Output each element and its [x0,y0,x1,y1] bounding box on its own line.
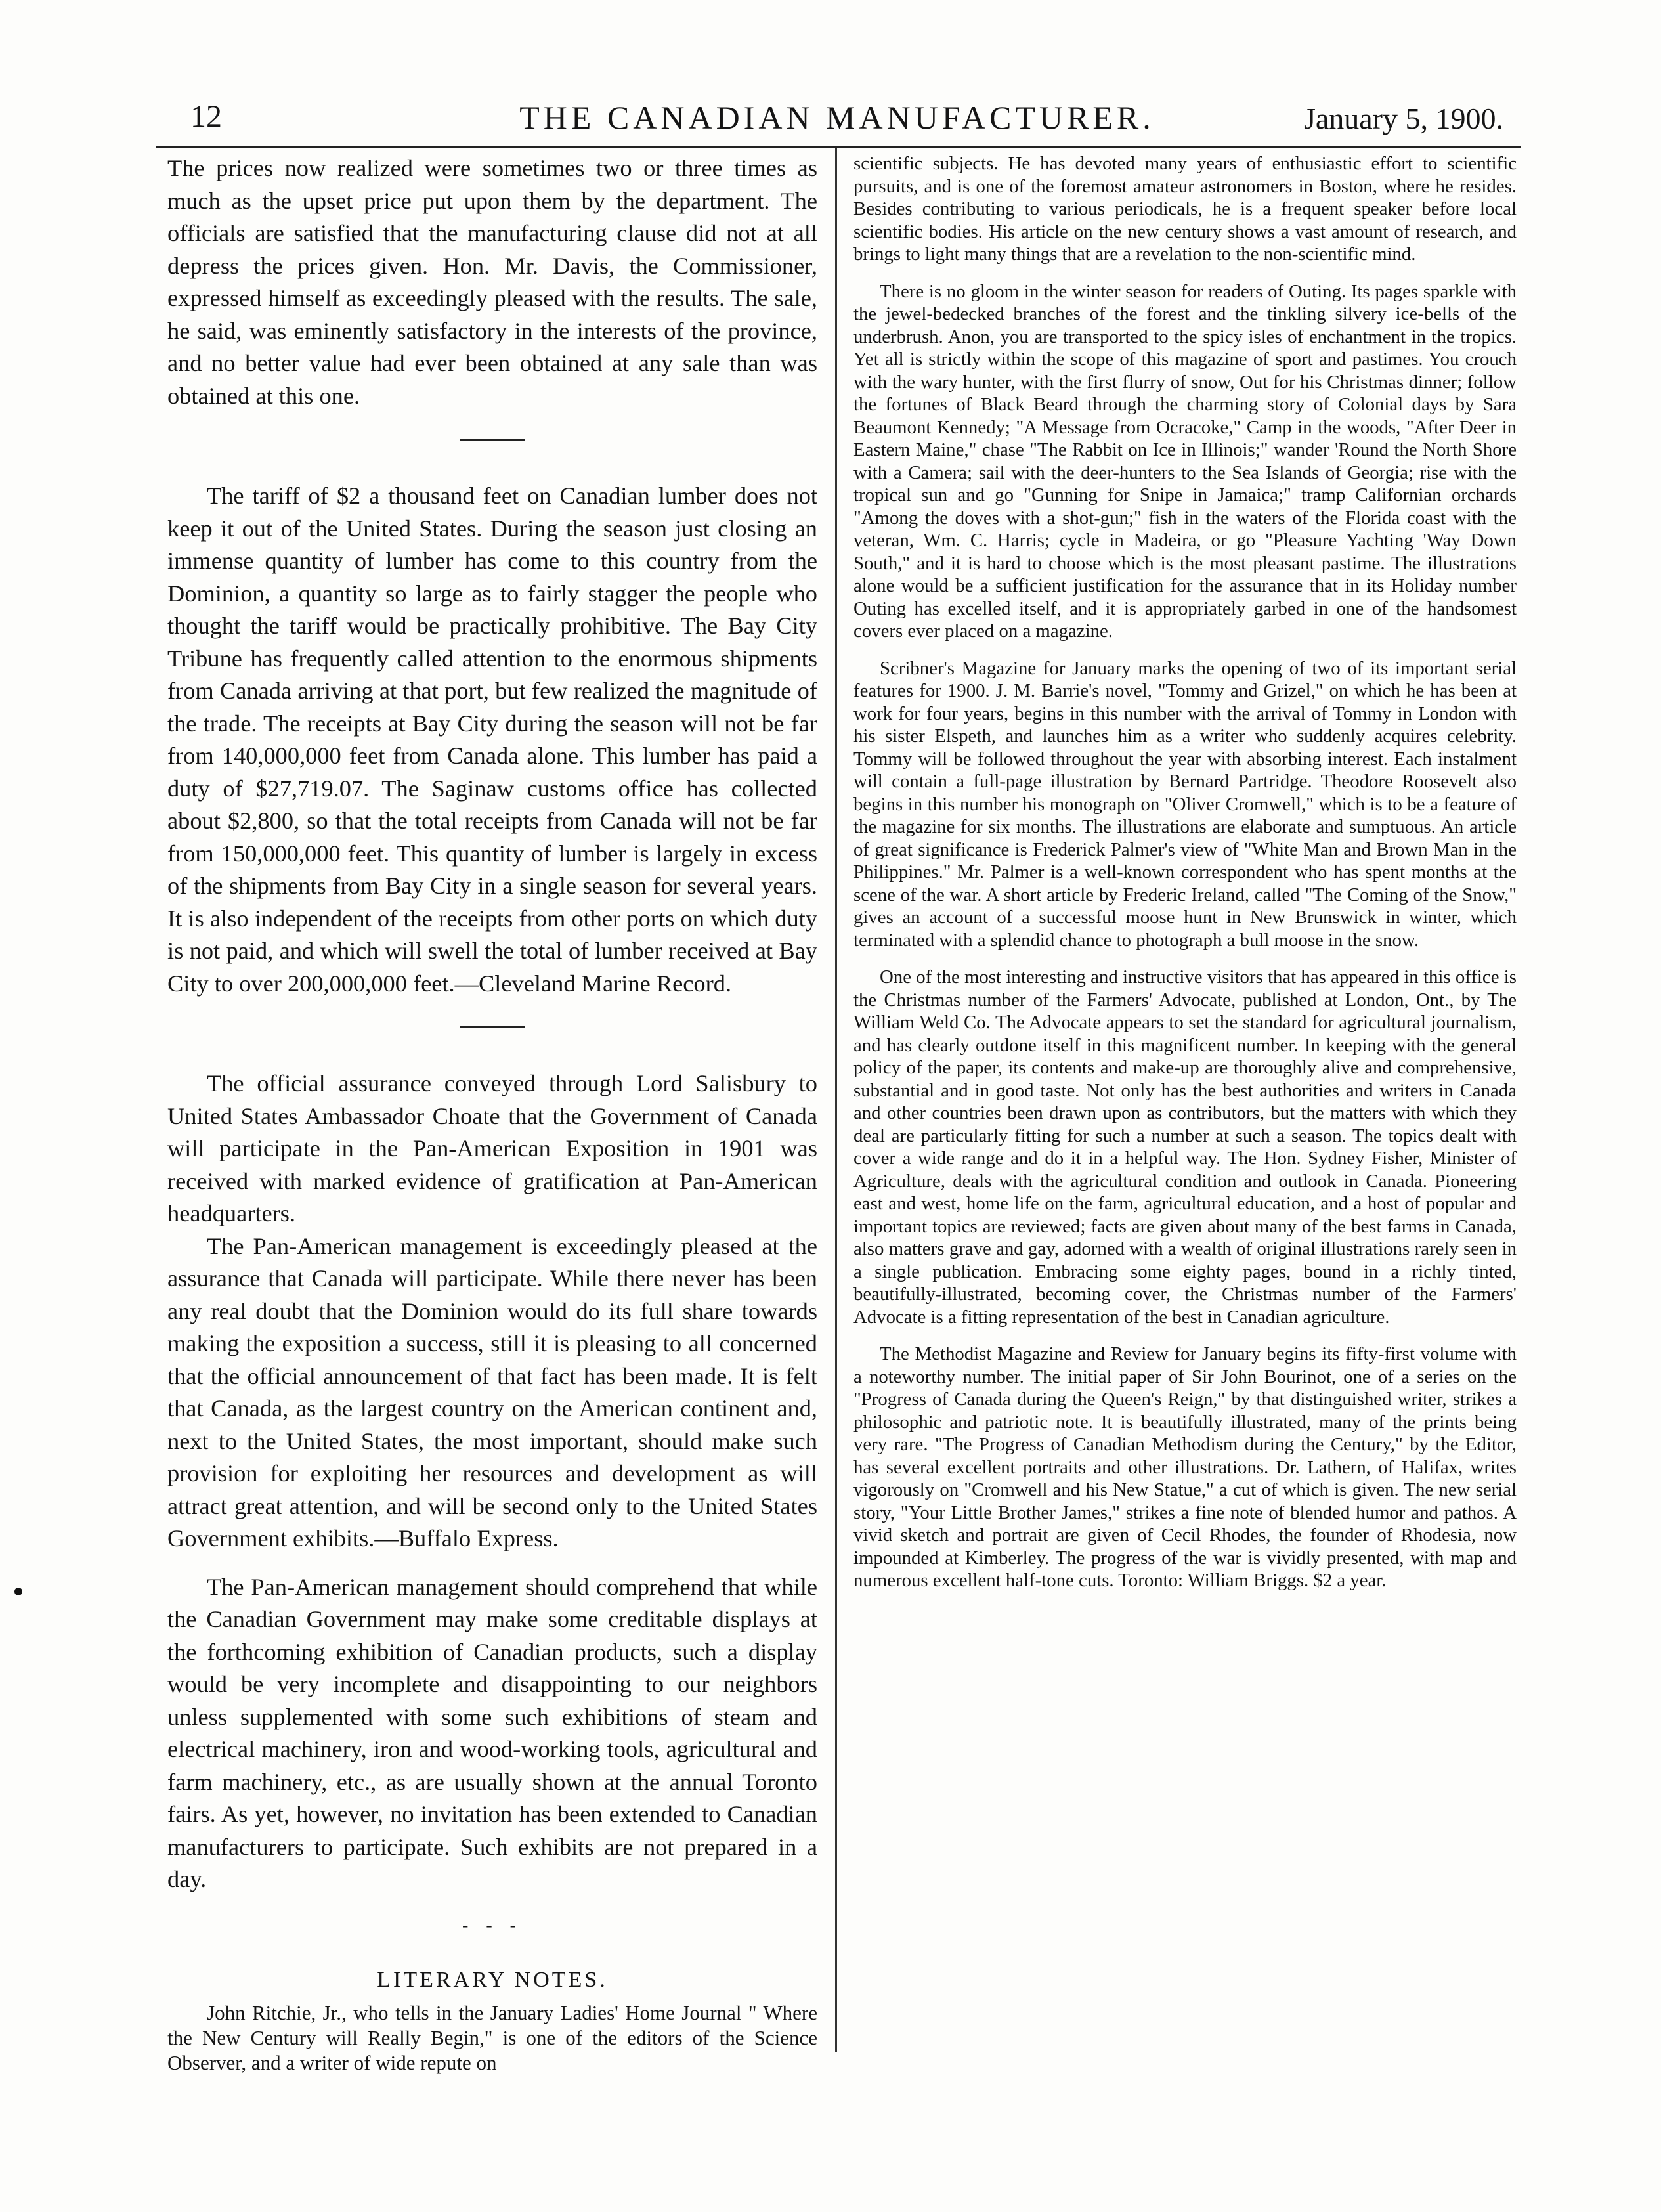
article-paragraph: John Ritchie, Jr., who tells in the January Ladies' Home Journal " Where the New Century will Really Begin," is one of the editors of the Science Observer, and a writer of wide repute on [167,2001,817,2074]
article-paragraph: The official assurance conveyed through Lord Salisbury to United States Ambassador Choate that the Government of Canada will participate in the Pan-American Exposition in 1901 was received with marked evidence of gratification at Pan-American headquarters. [167,1070,817,1226]
article-paragraph: There is no gloom in the winter season for readers of Outing. Its pages sparkle with the jewel-bedecked branches of the forest and the tinkling silvery ice-bells of the underbrush. Anon, you are transported to the spicy isles of enchantment in the tropics. Yet all is strictly within the scope of this magazine of sport and pastimes. You crouch with the wary hunter, with the first flurry of snow, Out for his Christmas dinner; follow the fortunes of Black Beard through the charming story of Colonial days by Sara Beaumont Kennedy; "A Message from Ocracoke," Camp in the woods, "After Deer in Eastern Maine," chase "The Rabbit on Ice in Illinois;" wander 'Round the North Shore with a Camera; sail with the deer-hunters to the Sea Islands of Georgia; rise with the tropical sun and go "Gunning for Snipe in Jamaica;" tramp Californian orchards "Among the doves with a shot-gun;" fish in the waters of the Florida coast with the veteran, Wm. C. Harris; cycle in Madeira, or go "Pleasure Yachting 'Way Down South," and it is hard to choose which is the most pleasant pastime. The illustrations alone would be a sufficient justification for the assurance that in its Holiday number Outing has excelled itself, and it is appropriately garbed in one of the handsomest covers ever placed on a magazine. [853,280,1517,641]
article-paragraph: The Pan-American management should comprehend that while the Canadian Government may make some creditable displays at the forthcoming exhibition of Canadian products, such a display would be very incomplete and disappointing to our neighbors unless supplemented with some such exhibitions of steam and electrical machinery, iron and wood-working tools, agricultural and farm machinery, etc., as are usually shown at the annual Toronto fairs. As yet, however, no invitation has been extended to Canadian manufacturers to participate. Such exhibits are not prepared in a day. [167,1573,817,1892]
column-divider [835,148,837,2052]
page-number: 12 [190,99,222,134]
article-paragraph: The Methodist Magazine and Review for January begins its fifty-first volume with a noteworthy number. The initial paper of Sir John Bourinot, one of a series on the "Progress of Canada during the Queen's Reign," by that distinguished writer, strikes a philosophic and patriotic note. It is beautifully illustrated, many of the prints being very rare. "The Progress of Canadian Methodism during the Century," by the Editor, has several excellent portraits and other illustrations. Dr. Lathern, of Halifax, writes vigorously on "Cromwell and his New Statue," a cut of which is given. The new serial story, "Your Little Brother James," strikes a fine note of blended humor and pathos. A vivid sketch and portrait are given of Cecil Rhodes, the founder of Rhodesia, now impounded at Kimberley. The progress of the war is vividly presented, with map and numerous excellent half-tone cuts. Toronto: William Briggs. $2 a year. [853,1343,1517,1591]
section-separator [460,439,525,441]
issue-date: January 5, 1900. [1303,102,1503,135]
article-paragraph: The tariff of $2 a thousand feet on Canadian lumber does not keep it out of the United States. During the season just closing an immense quantity of lumber has come to this country from the Dominion, a quantity so large as to fairly stagger the people who thought the tariff would be practically prohibitive. The Bay City Tribune has frequently called attention to the enormous shipments from Canada arriving at that port, but few realized the magnitude of the trade. The receipts at Bay City during the season will not be far from 140,000,000 feet from Canada alone. This lumber has paid a duty of $27,719.07. The Saginaw customs office has collected about $2,800, so that the total receipts from Canada will not be far from 150,000,000 feet. This quantity of lumber is largely in excess of the shipments from Bay City in a single season for several years. It is also independent of the receipts from other ports on which duty is not paid, and which will swell the total of lumber received at Bay City to over 200,000,000 feet.—Cleveland Marine Record. [167,483,817,997]
margin-dot [14,1588,22,1595]
article-paragraph: One of the most interesting and instructive visitors that has appeared in this office is the Christmas number of the Farmers' Advocate, published at London, Ont., by The William Weld Co. The Advocate appears to set the standard for agricultural journalism, and has clearly outdone itself in this magnificent number. In keeping with the general policy of the paper, its contents and make-up are thoroughly alive and comprehensive, substantial and in good taste. Not only has the best authorities and writers in Canada and other countries been drawn upon as contributors, but the matters with which they deal are particularly fitting for such a number at such a season. The topics dealt with cover a wide range and do it in a helpful way. The Hon. Sydney Fisher, Minister of Agriculture, deals with the agricultural condition and outlook in Canada. Pioneering east and west, home life on the farm, agricultural education, and a host of popular and important topics are reviewed; facts are given about many of the best farms in Canada, also matters grave and gay, adorned with a wealth of original illustrations rarely seen in a single publication. Embracing some eighty pages, bound in a richly tinted, beautifully-illustrated, becoming cover, the Christmas number of the Farmers' Advocate is a fitting representation of the best in Canadian agriculture. [853,966,1517,1328]
left-column [167,152,817,2075]
literary-notes-heading: LITERARY NOTES. [377,1968,608,1992]
masthead-title: THE CANADIAN MANUFACTURER. [519,99,1155,136]
header-rule [156,146,1521,148]
article-paragraph: scientific subjects. He has devoted many years of enthusiastic effort to scientific pursuits, and is one of the foremost amateur astronomers in Boston, where he resides. Besides contributing to various periodicals, he is a frequent speaker before local scientific bodies. His article on the new century shows a vast amount of research, and brings to light many things that are a revelation to the non-scientific mind. [853,153,1517,265]
section-dots: - - - [462,1915,523,1936]
page-header [158,98,1517,144]
article-paragraph: Scribner's Magazine for January marks the opening of two of its important serial features for 1900. J. M. Barrie's novel, "Tommy and Grizel," on which he has been at work for four years, begins in this number with the arrival of Tommy in London with his sister Elspeth, and launches him as a writer who suddenly acquires celebrity. Tommy will be followed throughout the year with absorbing interest. Each instalment will contain a full-page illustration by Bernard Partridge. Theodore Roosevelt also begins in this number his monograph on "Oliver Cromwell," which is to be a feature of the magazine for six months. The illustrations are elaborate and sumptuous. An article of great significance is Frederick Palmer's view of "White Man and Brown Man in the Philippines." Mr. Palmer is a well-known correspondent who has spent months at the scene of the war. A short article by Frederic Ireland, called "The Coming of the Snow," gives an account of a successful moose hunt in New Brunswick in winter, which terminated with a splendid chance to photograph a bull moose in the snow. [853,657,1517,951]
article-paragraph: The Pan-American management is exceedingly pleased at the assurance that Canada will participate. While there never has been any real doubt that the Dominion would do its full share towards making the exposition a success, still it is pleasing to all concerned that the official announcement of that fact has been made. It is felt that Canada, as the largest country on the American continent and, next to the United States, the most important, should make such provision for exploiting her resources and development as will attract great attention, and will be second only to the United States Government exhibits.—Buffalo Express. [167,1232,817,1551]
article-paragraph: The prices now realized were sometimes two or three times as much as the upset price put upon them by the department. The officials are satisfied that the manufacturing clause did not at all depress the prices given. Hon. Mr. Davis, the Commissioner, expressed himself as exceedingly pleased with the results. The sale, he said, was eminently satisfactory in the interests of the province, and no better value had ever been obtained at any sale than was obtained at this one. [167,155,817,409]
section-separator [460,1026,525,1028]
right-column [853,152,1517,1592]
